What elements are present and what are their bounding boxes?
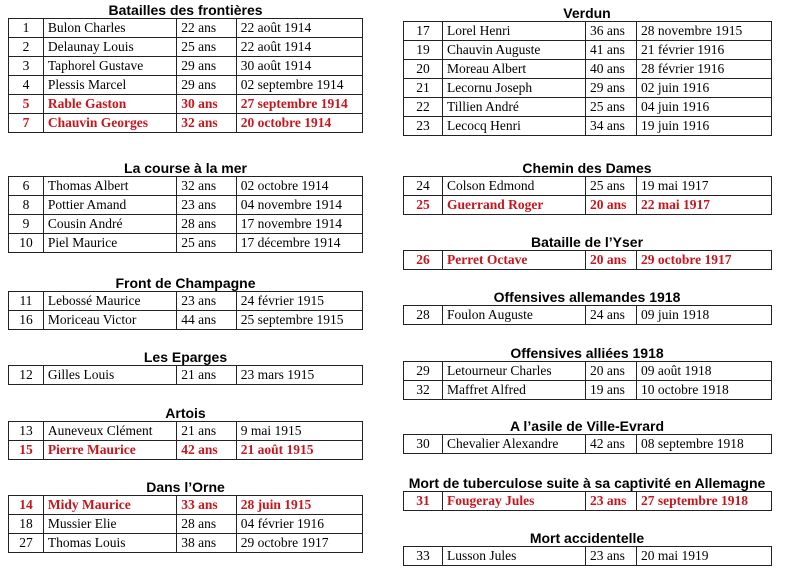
soldier-age: 36 ans <box>586 22 637 41</box>
soldier-age: 19 ans <box>586 381 637 400</box>
table-row <box>9 114 363 133</box>
death-date: 19 mai 1917 <box>637 177 772 196</box>
soldier-name: Rable Gaston <box>43 95 176 114</box>
death-date: 21 février 1916 <box>637 41 772 60</box>
soldier-number: 30 <box>404 435 443 454</box>
soldier-name: Colson Edmond <box>443 177 586 196</box>
section-title: Dans l’Orne <box>146 479 225 495</box>
death-date: 02 septembre 1914 <box>236 76 362 95</box>
soldier-table <box>403 491 772 511</box>
soldier-age: 21 ans <box>177 422 237 441</box>
soldier-number: 6 <box>9 177 44 196</box>
soldier-table <box>8 495 363 553</box>
death-date: 02 octobre 1914 <box>236 177 362 196</box>
section-les-eparges <box>8 349 363 385</box>
table-row <box>9 292 363 311</box>
soldier-number: 29 <box>404 362 443 381</box>
soldier-number: 33 <box>404 547 443 566</box>
soldier-number: 22 <box>404 98 443 117</box>
table-row <box>404 22 772 41</box>
soldier-table <box>403 546 772 566</box>
soldier-age: 42 ans <box>586 435 637 454</box>
soldier-number: 23 <box>404 117 443 136</box>
table-row <box>404 41 772 60</box>
soldier-age: 29 ans <box>177 76 237 95</box>
table-row <box>9 196 363 215</box>
section-offensives-allemandes-1918 <box>403 289 771 325</box>
section-title: Mort accidentelle <box>529 530 645 546</box>
soldier-age: 23 ans <box>177 196 237 215</box>
table-row <box>9 19 363 38</box>
soldier-age: 42 ans <box>177 441 237 460</box>
death-date: 9 mai 1915 <box>236 422 362 441</box>
soldier-number: 11 <box>9 292 44 311</box>
soldier-age: 28 ans <box>177 215 237 234</box>
soldier-name: Taphorel Gustave <box>43 57 176 76</box>
soldier-name: Thomas Louis <box>43 534 176 553</box>
soldier-age: 23 ans <box>586 492 637 511</box>
table-row <box>404 492 772 511</box>
soldier-age: 21 ans <box>177 366 237 385</box>
section-dans-l-orne <box>8 479 363 553</box>
soldier-age: 32 ans <box>177 177 237 196</box>
section-artois <box>8 405 363 460</box>
soldier-number: 25 <box>404 196 443 215</box>
table-row <box>404 381 772 400</box>
death-date: 20 octobre 1914 <box>236 114 362 133</box>
section-title: Artois <box>165 405 206 421</box>
soldier-name: Gilles Louis <box>43 366 176 385</box>
soldier-age: 32 ans <box>177 114 237 133</box>
soldier-age: 29 ans <box>177 57 237 76</box>
soldier-age: 24 ans <box>586 306 637 325</box>
table-row <box>404 251 772 270</box>
table-row <box>9 38 363 57</box>
section-a-l-asile-de-ville-evrard <box>403 418 771 454</box>
soldier-age: 30 ans <box>177 95 237 114</box>
table-row <box>9 177 363 196</box>
soldier-name: Moreau Albert <box>443 60 586 79</box>
soldier-age: 25 ans <box>177 234 237 253</box>
soldier-age: 44 ans <box>177 311 237 330</box>
death-date: 27 septembre 1918 <box>637 492 772 511</box>
soldier-table <box>403 434 772 454</box>
table-row <box>404 435 772 454</box>
soldier-number: 1 <box>9 19 44 38</box>
section-front-de-champagne <box>8 275 363 330</box>
soldier-name: Chauvin Auguste <box>443 41 586 60</box>
death-date: 17 novembre 1914 <box>236 215 362 234</box>
soldier-age: 20 ans <box>586 251 637 270</box>
soldier-age: 23 ans <box>586 547 637 566</box>
death-date: 09 août 1918 <box>637 362 772 381</box>
soldier-number: 3 <box>9 57 44 76</box>
soldier-table <box>8 365 363 385</box>
soldier-number: 26 <box>404 251 443 270</box>
table-row <box>9 515 363 534</box>
section-title: Les Eparges <box>143 349 228 365</box>
soldier-name: Lecocq Henri <box>443 117 586 136</box>
soldier-name: Pottier Amand <box>43 196 176 215</box>
soldier-name: Lorel Henri <box>443 22 586 41</box>
table-row <box>9 311 363 330</box>
soldier-number: 2 <box>9 38 44 57</box>
section-title: Bataille de l’Yser <box>530 234 644 250</box>
section-title: La course à la mer <box>124 160 247 176</box>
soldier-number: 4 <box>9 76 44 95</box>
death-date: 04 février 1916 <box>236 515 362 534</box>
soldier-number: 27 <box>9 534 44 553</box>
death-date: 24 février 1915 <box>236 292 362 311</box>
section-title: Chemin des Dames <box>522 160 652 176</box>
soldier-number: 12 <box>9 366 44 385</box>
soldier-number: 21 <box>404 79 443 98</box>
soldier-age: 33 ans <box>177 496 237 515</box>
death-date: 28 février 1916 <box>637 60 772 79</box>
death-date: 29 octobre 1917 <box>637 251 772 270</box>
soldier-name: Bulon Charles <box>43 19 176 38</box>
death-date: 30 août 1914 <box>236 57 362 76</box>
table-row <box>404 98 772 117</box>
soldier-age: 20 ans <box>586 196 637 215</box>
soldier-name: Mussier Elie <box>43 515 176 534</box>
table-row <box>9 441 363 460</box>
soldier-age: 34 ans <box>586 117 637 136</box>
section-bataille-de-l-yser <box>403 234 771 270</box>
soldier-age: 20 ans <box>586 362 637 381</box>
table-row <box>9 95 363 114</box>
section-verdun <box>403 5 771 136</box>
section-mort-de-tuberculose-suite-a-sa-captivite-en-allemagne <box>403 475 771 511</box>
soldier-number: 14 <box>9 496 44 515</box>
death-date: 22 août 1914 <box>236 38 362 57</box>
soldier-number: 8 <box>9 196 44 215</box>
death-date: 04 juin 1916 <box>637 98 772 117</box>
soldier-name: Auneveux Clément <box>43 422 176 441</box>
death-date: 25 septembre 1915 <box>236 311 362 330</box>
soldier-age: 25 ans <box>586 98 637 117</box>
death-date: 20 mai 1919 <box>637 547 772 566</box>
soldier-number: 24 <box>404 177 443 196</box>
section-title: Verdun <box>563 5 611 21</box>
death-date: 19 juin 1916 <box>637 117 772 136</box>
soldier-age: 29 ans <box>586 79 637 98</box>
soldier-table <box>8 18 363 133</box>
soldier-table <box>403 176 772 215</box>
soldier-age: 41 ans <box>586 41 637 60</box>
death-date: 04 novembre 1914 <box>236 196 362 215</box>
death-date: 17 décembre 1914 <box>236 234 362 253</box>
soldier-age: 28 ans <box>177 515 237 534</box>
soldier-table <box>8 421 363 460</box>
soldier-number: 7 <box>9 114 44 133</box>
soldier-number: 19 <box>404 41 443 60</box>
soldier-age: 23 ans <box>177 292 237 311</box>
table-row <box>9 422 363 441</box>
death-date: 09 juin 1918 <box>637 306 772 325</box>
death-date: 10 octobre 1918 <box>637 381 772 400</box>
soldier-table <box>8 291 363 330</box>
soldier-age: 38 ans <box>177 534 237 553</box>
soldier-name: Chauvin Georges <box>43 114 176 133</box>
death-date: 22 mai 1917 <box>637 196 772 215</box>
section-title: Front de Champagne <box>115 275 256 291</box>
soldier-table <box>403 21 772 136</box>
death-date: 02 juin 1916 <box>637 79 772 98</box>
section-title: Batailles des frontières <box>108 2 263 18</box>
table-row <box>9 366 363 385</box>
section-title: Offensives alliées 1918 <box>510 345 664 361</box>
table-row <box>9 215 363 234</box>
soldier-number: 17 <box>404 22 443 41</box>
soldier-name: Chevalier Alexandre <box>443 435 586 454</box>
table-row <box>404 362 772 381</box>
soldier-number: 16 <box>9 311 44 330</box>
table-row <box>404 60 772 79</box>
soldier-name: Piel Maurice <box>43 234 176 253</box>
soldier-name: Perret Octave <box>443 251 586 270</box>
death-date: 29 octobre 1917 <box>236 534 362 553</box>
death-date: 23 mars 1915 <box>236 366 362 385</box>
soldier-table <box>403 305 772 325</box>
soldier-name: Thomas Albert <box>43 177 176 196</box>
soldier-name: Midy Maurice <box>43 496 176 515</box>
death-date: 21 août 1915 <box>236 441 362 460</box>
section-title: A l’asile de Ville-Evrard <box>509 418 665 434</box>
soldier-age: 25 ans <box>586 177 637 196</box>
soldier-number: 31 <box>404 492 443 511</box>
soldier-number: 9 <box>9 215 44 234</box>
table-row <box>404 306 772 325</box>
soldier-name: Foulon Auguste <box>443 306 586 325</box>
section-title: Mort de tuberculose suite à sa captivité en Allemagne <box>408 475 766 491</box>
soldier-table <box>403 250 772 270</box>
soldier-age: 22 ans <box>177 19 237 38</box>
soldier-age: 25 ans <box>177 38 237 57</box>
section-batailles-des-frontieres <box>8 2 363 133</box>
section-offensives-alliees-1918 <box>403 345 771 400</box>
soldier-name: Lecornu Joseph <box>443 79 586 98</box>
death-date: 08 septembre 1918 <box>637 435 772 454</box>
soldier-number: 20 <box>404 60 443 79</box>
table-row <box>9 496 363 515</box>
soldier-name: Guerrand Roger <box>443 196 586 215</box>
section-mort-accidentelle <box>403 530 771 566</box>
death-date: 27 septembre 1914 <box>236 95 362 114</box>
soldier-table <box>8 176 363 253</box>
death-date: 22 août 1914 <box>236 19 362 38</box>
death-date: 28 juin 1915 <box>236 496 362 515</box>
table-row <box>9 534 363 553</box>
section-la-course-a-la-mer <box>8 160 363 253</box>
soldier-number: 32 <box>404 381 443 400</box>
soldier-name: Fougeray Jules <box>443 492 586 511</box>
soldier-name: Plessis Marcel <box>43 76 176 95</box>
soldier-name: Delaunay Louis <box>43 38 176 57</box>
section-chemin-des-dames <box>403 160 771 215</box>
soldier-number: 13 <box>9 422 44 441</box>
death-date: 28 novembre 1915 <box>637 22 772 41</box>
soldier-name: Maffret Alfred <box>443 381 586 400</box>
soldier-number: 28 <box>404 306 443 325</box>
soldier-name: Lebossé Maurice <box>43 292 176 311</box>
section-title: Offensives allemandes 1918 <box>493 289 681 305</box>
soldier-number: 18 <box>9 515 44 534</box>
soldier-age: 40 ans <box>586 60 637 79</box>
soldier-number: 10 <box>9 234 44 253</box>
table-row <box>404 547 772 566</box>
table-row <box>404 196 772 215</box>
table-row <box>404 117 772 136</box>
table-row <box>404 79 772 98</box>
soldier-table <box>403 361 772 400</box>
table-row <box>9 234 363 253</box>
soldier-name: Lusson Jules <box>443 547 586 566</box>
soldier-name: Tillien André <box>443 98 586 117</box>
soldier-name: Letourneur Charles <box>443 362 586 381</box>
table-row <box>404 177 772 196</box>
soldier-name: Moriceau Victor <box>43 311 176 330</box>
soldier-number: 5 <box>9 95 44 114</box>
soldier-number: 15 <box>9 441 44 460</box>
soldier-name: Cousin André <box>43 215 176 234</box>
table-row <box>9 76 363 95</box>
soldier-name: Pierre Maurice <box>43 441 176 460</box>
table-row <box>9 57 363 76</box>
